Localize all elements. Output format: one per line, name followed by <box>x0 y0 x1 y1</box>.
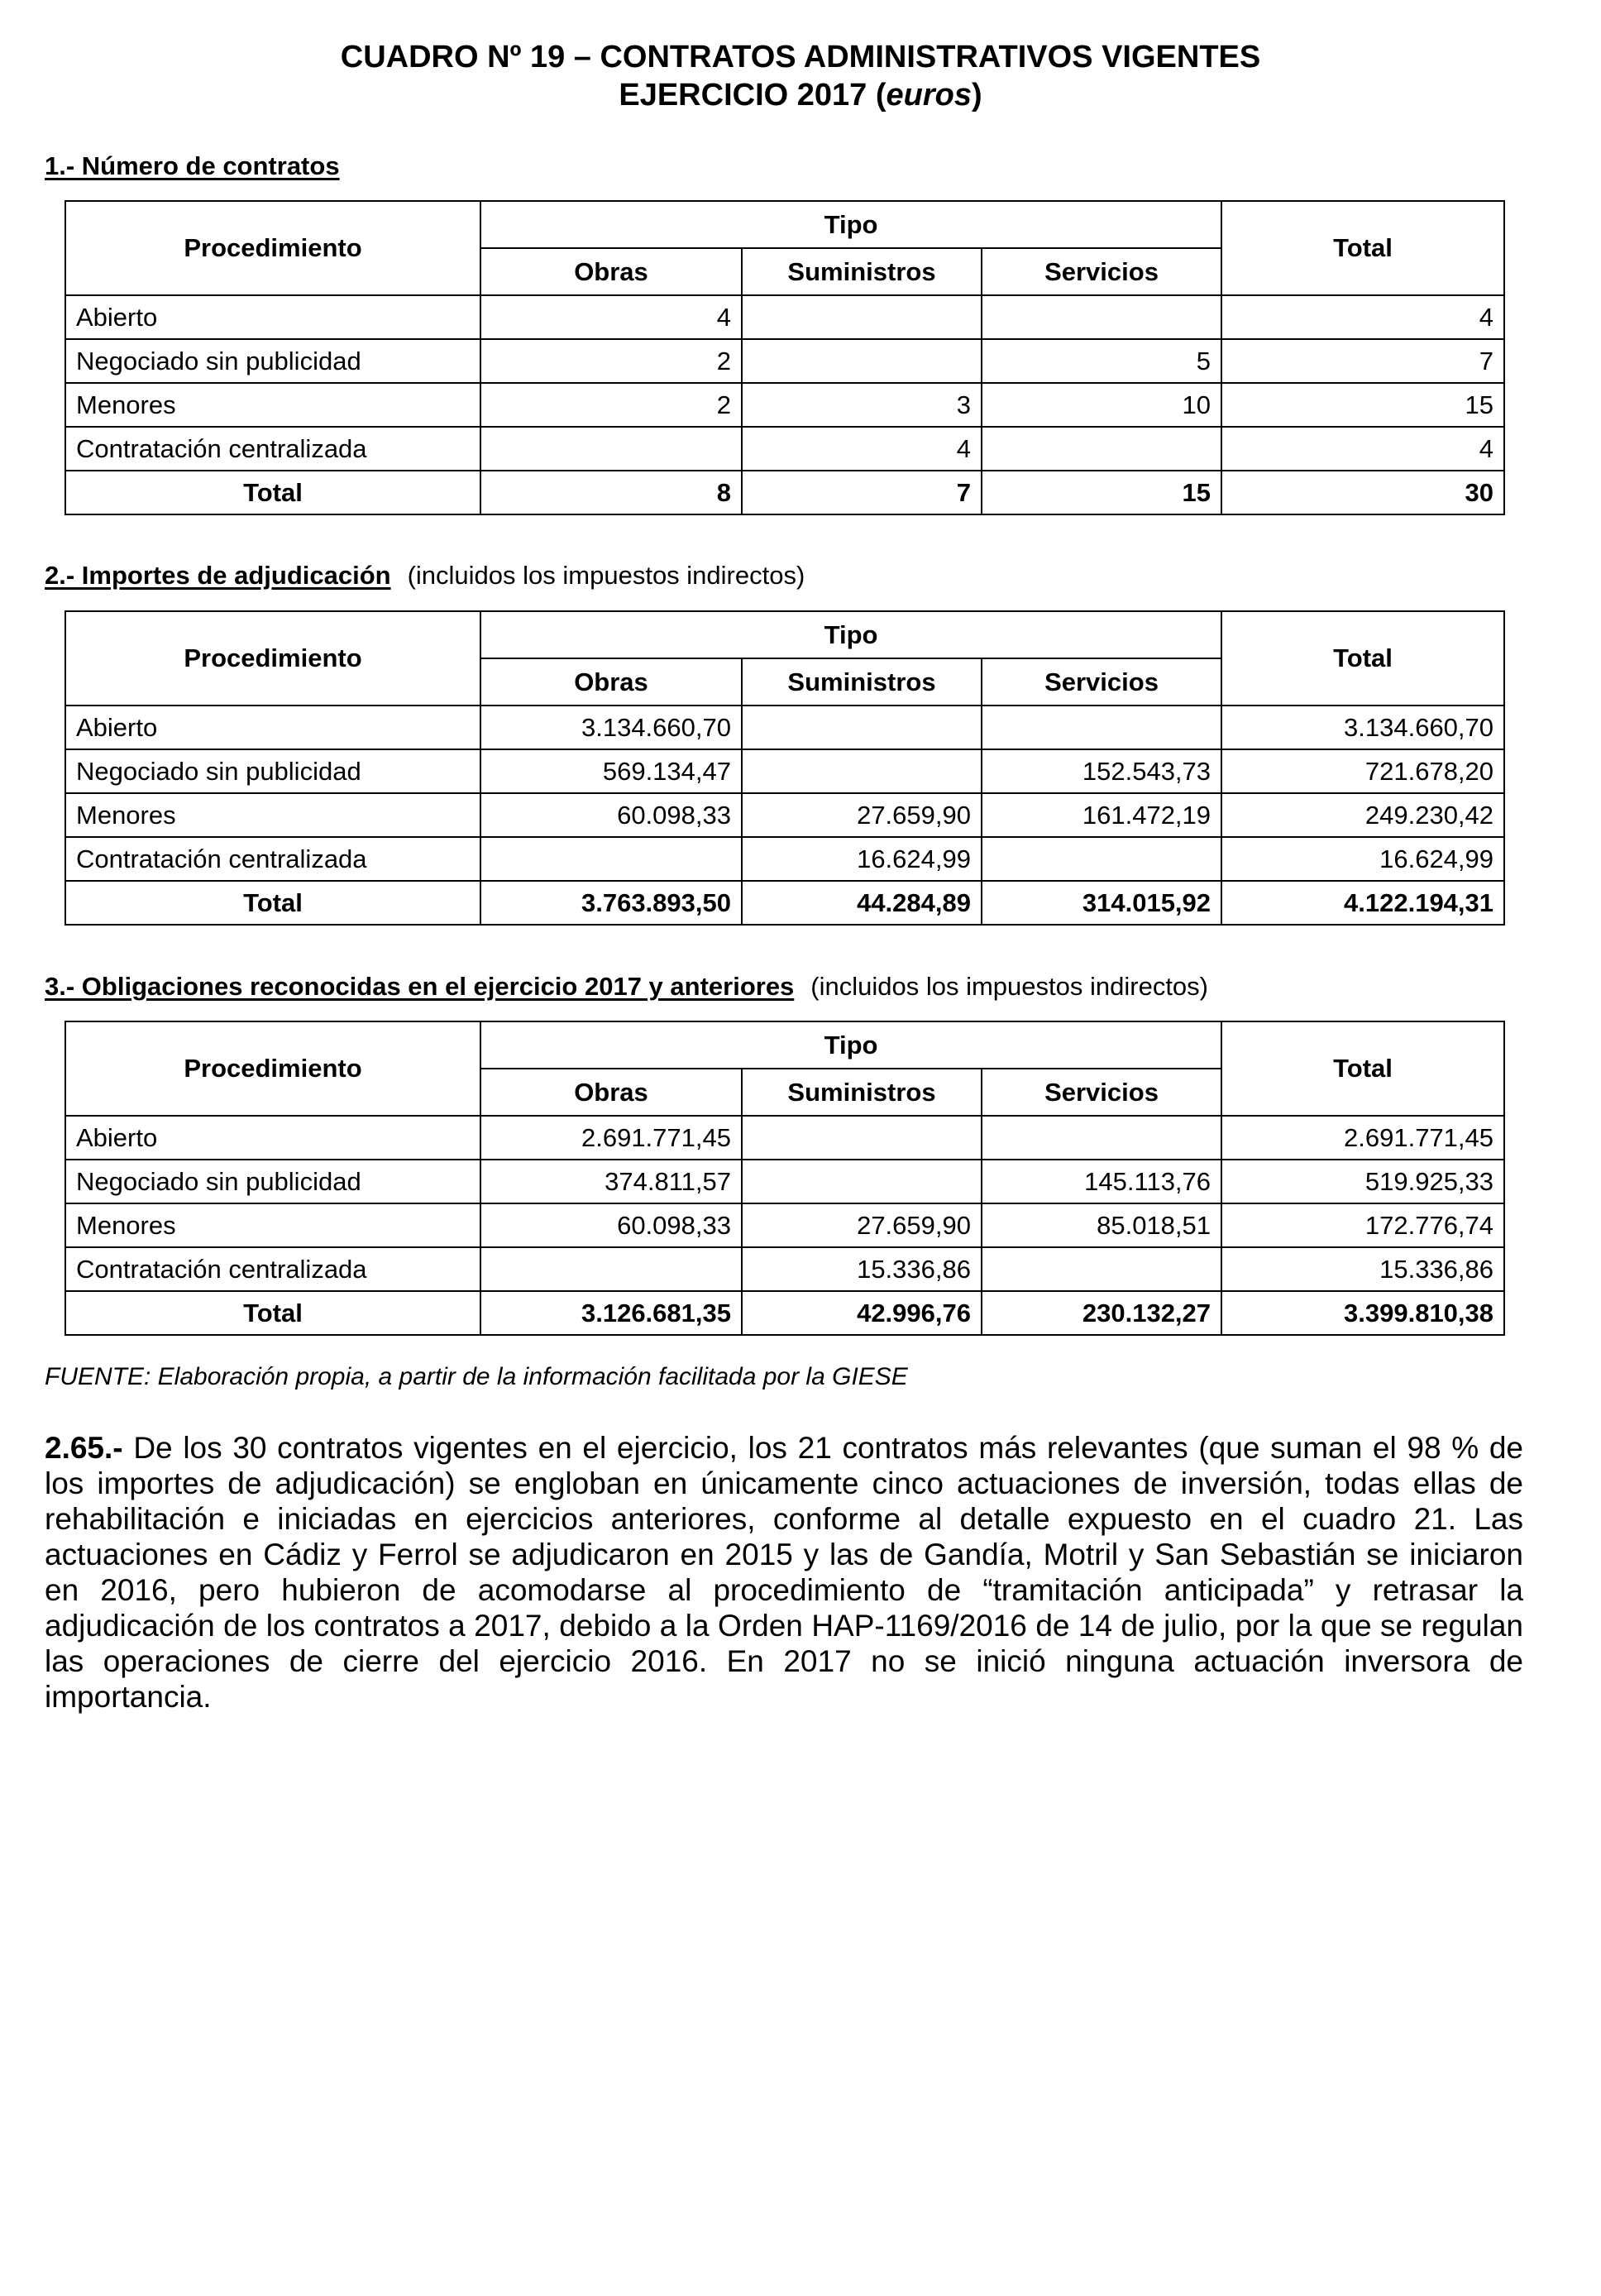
cell-total: 15 <box>1221 383 1504 427</box>
total-servicios: 230.132,27 <box>982 1291 1221 1335</box>
cell-total: 16.624,99 <box>1221 837 1504 881</box>
header-procedimiento: Procedimiento <box>65 611 480 706</box>
cell-total: 3.134.660,70 <box>1221 706 1504 749</box>
header-servicios: Servicios <box>982 248 1221 295</box>
cell-obras: 2 <box>480 383 742 427</box>
header-suministros: Suministros <box>742 248 982 295</box>
table-row <box>65 383 1504 427</box>
table-importes-adjudicacion <box>65 610 1505 926</box>
cell-obras <box>480 1247 742 1291</box>
cell-obras: 2 <box>480 339 742 383</box>
header-tipo: Tipo <box>480 1021 1221 1069</box>
cell-total: 249.230,42 <box>1221 793 1504 837</box>
table-header-row <box>65 201 1504 248</box>
cell-obras: 2.691.771,45 <box>480 1116 742 1160</box>
cell-suministros: 27.659,90 <box>742 1203 982 1247</box>
cell-obras <box>480 427 742 471</box>
cell-suministros <box>742 295 982 339</box>
paragraph-number: 2.65.- <box>45 1431 123 1465</box>
cell-obras: 3.134.660,70 <box>480 706 742 749</box>
section-title: 1.- Número de contratos <box>45 151 340 180</box>
table-numero-contratos <box>65 200 1505 515</box>
total-servicios: 314.015,92 <box>982 881 1221 925</box>
header-obras: Obras <box>480 1069 742 1116</box>
cell-obras: 60.098,33 <box>480 793 742 837</box>
document-subtitle <box>0 76 1601 114</box>
title-line-1: CUADRO Nº 19 – CONTRATOS ADMINISTRATIVOS VIGENTES <box>340 40 1261 74</box>
header-servicios: Servicios <box>982 1069 1221 1116</box>
title-unit: euros <box>886 78 972 112</box>
row-label: Negociado sin publicidad <box>65 1160 480 1203</box>
cell-suministros <box>742 749 982 793</box>
cell-suministros: 16.624,99 <box>742 837 982 881</box>
title-line-2-prefix: EJERCICIO 2017 ( <box>619 78 887 112</box>
header-obras: Obras <box>480 658 742 706</box>
cell-suministros <box>742 1160 982 1203</box>
cell-total: 172.776,74 <box>1221 1203 1504 1247</box>
cell-suministros: 27.659,90 <box>742 793 982 837</box>
cell-servicios <box>982 295 1221 339</box>
cell-servicios <box>982 1247 1221 1291</box>
cell-total: 4 <box>1221 295 1504 339</box>
table-total-row <box>65 1291 1504 1335</box>
row-label: Contratación centralizada <box>65 427 480 471</box>
section-note: (incluidos los impuestos indirectos) <box>810 972 1208 1001</box>
table-row <box>65 1160 1504 1203</box>
title-line-2-suffix: ) <box>971 78 982 112</box>
cell-suministros <box>742 339 982 383</box>
header-servicios: Servicios <box>982 658 1221 706</box>
table-row <box>65 1116 1504 1160</box>
source-note: FUENTE: Elaboración propia, a partir de la información facilitada por la GIESE <box>45 1363 908 1390</box>
table-total-row <box>65 471 1504 514</box>
row-label: Abierto <box>65 706 480 749</box>
row-label: Menores <box>65 1203 480 1247</box>
total-obras: 3.763.893,50 <box>480 881 742 925</box>
header-total: Total <box>1221 611 1504 706</box>
table-total-row <box>65 881 1504 925</box>
cell-total: 2.691.771,45 <box>1221 1116 1504 1160</box>
table-row <box>65 427 1504 471</box>
row-label: Negociado sin publicidad <box>65 749 480 793</box>
cell-servicios <box>982 706 1221 749</box>
section-title: 3.- Obligaciones reconocidas en el ejercicio 2017 y anteriores <box>45 972 795 1001</box>
total-servicios: 15 <box>982 471 1221 514</box>
table-header-row <box>65 611 1504 658</box>
row-label: Abierto <box>65 1116 480 1160</box>
table-row <box>65 793 1504 837</box>
row-label: Menores <box>65 793 480 837</box>
header-suministros: Suministros <box>742 658 982 706</box>
table-row <box>65 749 1504 793</box>
header-total: Total <box>1221 201 1504 295</box>
total-total: 30 <box>1221 471 1504 514</box>
header-obras: Obras <box>480 248 742 295</box>
section-heading-2 <box>45 560 805 591</box>
total-label: Total <box>65 1291 480 1335</box>
header-total: Total <box>1221 1021 1504 1116</box>
document-title <box>0 38 1601 76</box>
cell-total: 15.336,86 <box>1221 1247 1504 1291</box>
total-suministros: 7 <box>742 471 982 514</box>
cell-total: 4 <box>1221 427 1504 471</box>
table-row <box>65 1203 1504 1247</box>
table-header-row <box>65 1021 1504 1069</box>
cell-obras <box>480 837 742 881</box>
table-obligaciones-reconocidas <box>65 1021 1505 1336</box>
cell-obras: 374.811,57 <box>480 1160 742 1203</box>
row-label: Contratación centralizada <box>65 1247 480 1291</box>
total-obras: 3.126.681,35 <box>480 1291 742 1335</box>
cell-obras: 60.098,33 <box>480 1203 742 1247</box>
header-suministros: Suministros <box>742 1069 982 1116</box>
cell-servicios <box>982 837 1221 881</box>
cell-servicios: 10 <box>982 383 1221 427</box>
cell-suministros <box>742 706 982 749</box>
total-obras: 8 <box>480 471 742 514</box>
cell-servicios: 161.472,19 <box>982 793 1221 837</box>
section-heading-1 <box>45 151 340 182</box>
cell-suministros <box>742 1116 982 1160</box>
row-label: Negociado sin publicidad <box>65 339 480 383</box>
header-procedimiento: Procedimiento <box>65 1021 480 1116</box>
cell-servicios: 152.543,73 <box>982 749 1221 793</box>
header-procedimiento: Procedimiento <box>65 201 480 295</box>
section-note: (incluidos los impuestos indirectos) <box>407 561 805 590</box>
table-row <box>65 1247 1504 1291</box>
cell-obras: 569.134,47 <box>480 749 742 793</box>
header-tipo: Tipo <box>480 611 1221 658</box>
total-suministros: 42.996,76 <box>742 1291 982 1335</box>
cell-obras: 4 <box>480 295 742 339</box>
total-total: 4.122.194,31 <box>1221 881 1504 925</box>
cell-servicios <box>982 1116 1221 1160</box>
table-row <box>65 295 1504 339</box>
cell-total: 721.678,20 <box>1221 749 1504 793</box>
body-paragraph <box>45 1430 1523 1715</box>
section-heading-3 <box>45 971 1208 1002</box>
cell-total: 519.925,33 <box>1221 1160 1504 1203</box>
cell-total: 7 <box>1221 339 1504 383</box>
cell-servicios: 5 <box>982 339 1221 383</box>
header-tipo: Tipo <box>480 201 1221 248</box>
row-label: Contratación centralizada <box>65 837 480 881</box>
section-title: 2.- Importes de adjudicación <box>45 561 391 590</box>
table-row <box>65 837 1504 881</box>
table-row <box>65 339 1504 383</box>
cell-servicios: 85.018,51 <box>982 1203 1221 1247</box>
total-total: 3.399.810,38 <box>1221 1291 1504 1335</box>
row-label: Abierto <box>65 295 480 339</box>
row-label: Menores <box>65 383 480 427</box>
paragraph-text: De los 30 contratos vigentes en el ejercicio, los 21 contratos más relevantes (que suman el 98 % de los importes de adjudicación) se engloban en únicamente cinco actuaciones de inversión, todas ellas de rehabilitación e iniciadas en ejercicios anteriores, conforme al detalle expuesto en el cuadro 21. Las actuaciones en Cádiz y Ferrol se adjudicaron en 2015 y las de Gandía, Motril y San Sebastián se iniciaron en 2016, pero hubieron de acomodarse al procedimiento de “tramitación anticipada” y retrasar la adjudicación de los contratos a 2017, debido a la Orden HAP-1169/2016 de 14 de julio, por la que se regulan las operaciones de cierre del ejercicio 2016. En 2017 no se inició ninguna actuación inversora de importancia. <box>45 1431 1523 1714</box>
table-row <box>65 706 1504 749</box>
cell-suministros: 3 <box>742 383 982 427</box>
cell-servicios: 145.113,76 <box>982 1160 1221 1203</box>
cell-suministros: 4 <box>742 427 982 471</box>
total-suministros: 44.284,89 <box>742 881 982 925</box>
total-label: Total <box>65 471 480 514</box>
cell-servicios <box>982 427 1221 471</box>
total-label: Total <box>65 881 480 925</box>
cell-suministros: 15.336,86 <box>742 1247 982 1291</box>
